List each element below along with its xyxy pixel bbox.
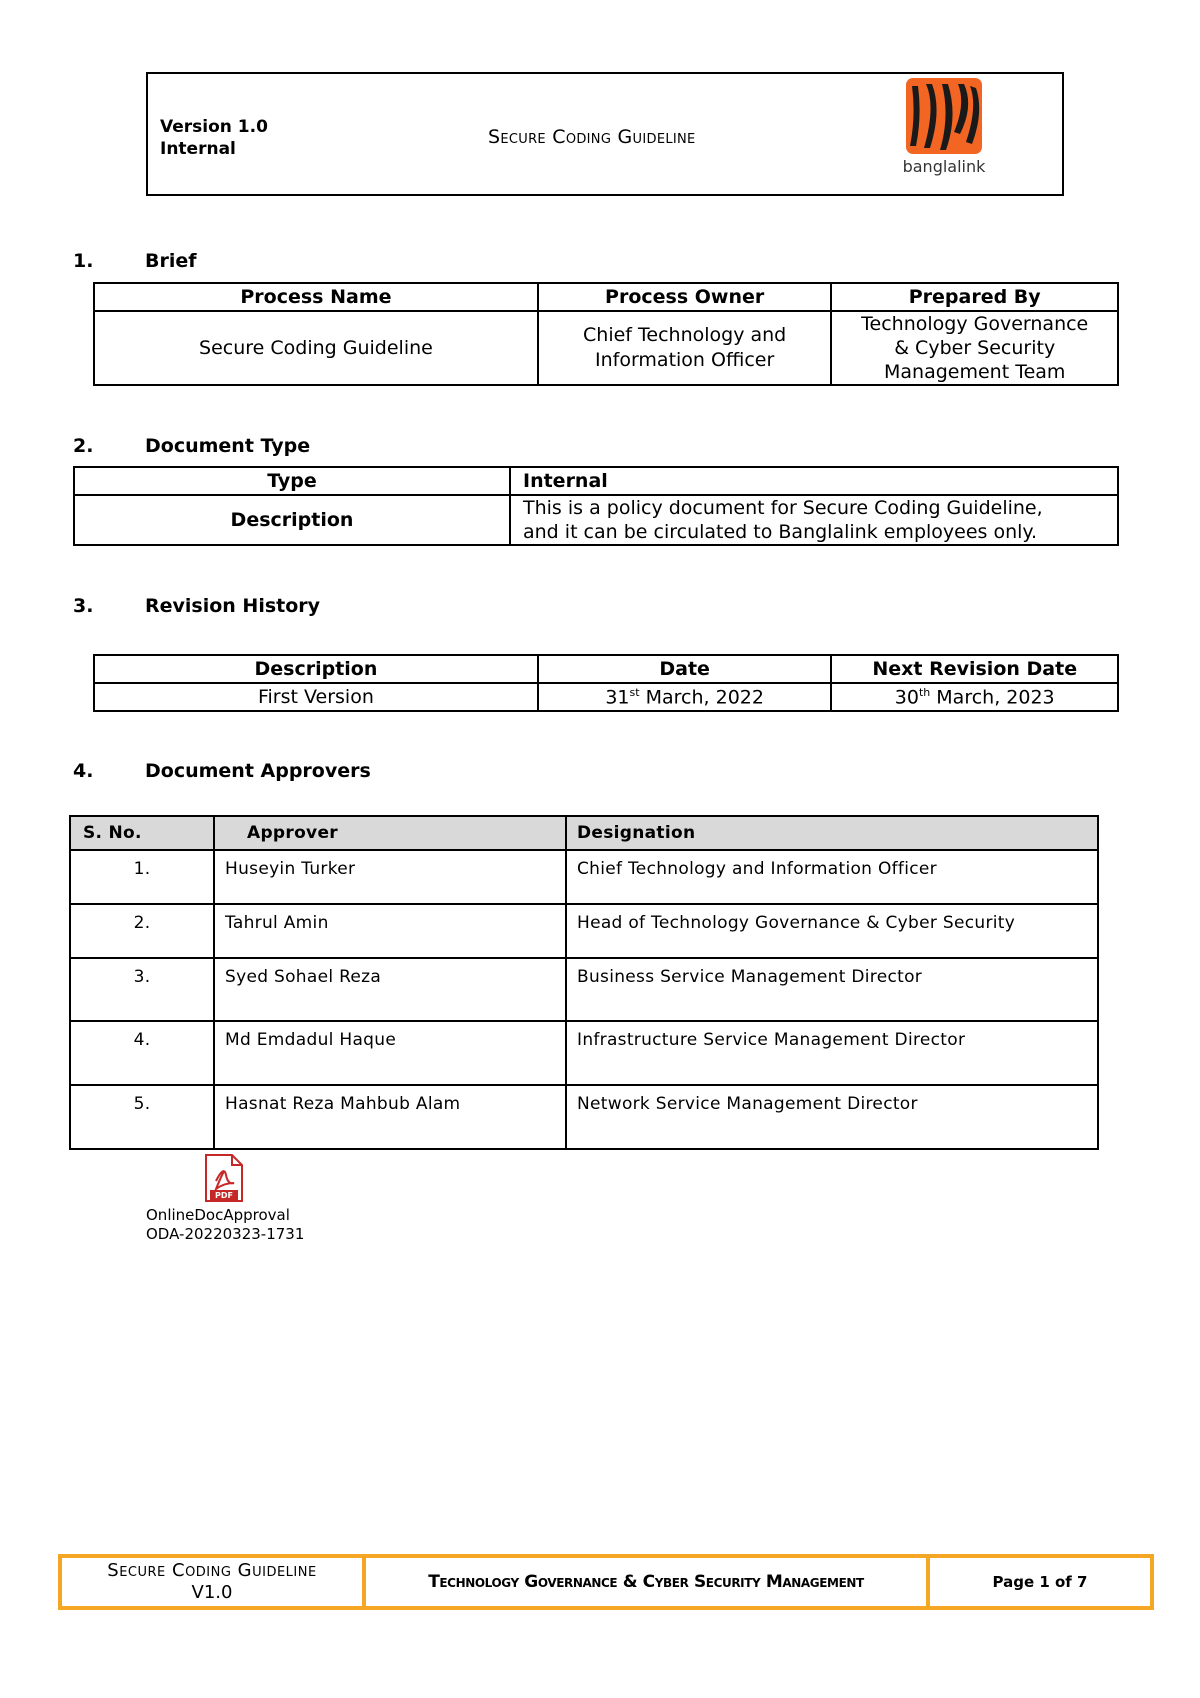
prepared-line: & Cyber Security (894, 337, 1056, 359)
document-type-table (73, 466, 1119, 546)
brief-col-process-name: Process Name (94, 283, 538, 311)
tiger-stripes-logo-icon (896, 76, 992, 180)
row-approver: Syed Sohael Reza (214, 958, 566, 1021)
type-value: Internal (510, 467, 1118, 495)
col-approver: Approver (214, 816, 566, 850)
pdf-icon (202, 1153, 246, 1203)
section-number: 3. (73, 595, 94, 617)
footer-title: Secure Coding Guideline (107, 1560, 317, 1581)
document-footer (58, 1554, 1154, 1610)
rev-col-next-date: Next Revision Date (831, 655, 1118, 683)
table-row (70, 1021, 1098, 1085)
row-sno: 1. (70, 850, 214, 904)
section-number: 1. (73, 250, 94, 272)
row-sno: 5. (70, 1085, 214, 1149)
description-line: This is a policy document for Secure Coding Guideline, (523, 497, 1043, 519)
prepared-line: Technology Governance (861, 313, 1089, 335)
section-number: 4. (73, 760, 94, 782)
brief-prepared-by (831, 311, 1118, 385)
rev-next-date: 30th March, 2023 (831, 683, 1118, 711)
description-line: and it can be circulated to Banglalink employees only. (523, 521, 1037, 543)
banglalink-logo (896, 76, 992, 180)
type-label: Type (74, 467, 510, 495)
section-title: Brief (145, 250, 197, 272)
document-header (146, 72, 1064, 196)
row-sno: 2. (70, 904, 214, 958)
section-number: 2. (73, 435, 94, 457)
version-block (160, 116, 268, 160)
row-designation: Network Service Management Director (566, 1085, 1098, 1149)
rev-col-description: Description (94, 655, 538, 683)
row-approver: Md Emdadul Haque (214, 1021, 566, 1085)
description-value (510, 495, 1118, 545)
footer-version: V1.0 (191, 1582, 233, 1603)
rev-col-date: Date (538, 655, 832, 683)
classification-label: Internal (160, 139, 236, 159)
footer-page-number: Page 1 of 7 (992, 1573, 1088, 1591)
brief-col-prepared-by: Prepared By (831, 283, 1118, 311)
version-label: Version 1.0 (160, 117, 268, 137)
table-row (70, 904, 1098, 958)
approvers-table (69, 815, 1099, 1150)
document-title: Secure Coding Guideline (488, 126, 696, 148)
description-label: Description (74, 495, 510, 545)
table-row (70, 958, 1098, 1021)
revision-history-table (93, 654, 1119, 712)
col-designation: Designation (566, 816, 1098, 850)
rev-description: First Version (94, 683, 538, 711)
table-row (70, 1085, 1098, 1149)
row-approver: Huseyin Turker (214, 850, 566, 904)
attachment-line: OnlineDocApproval (146, 1206, 290, 1224)
owner-line: Chief Technology and (583, 324, 787, 346)
section-title: Revision History (145, 595, 321, 617)
row-designation: Infrastructure Service Management Director (566, 1021, 1098, 1085)
brief-process-name: Secure Coding Guideline (94, 311, 538, 385)
row-sno: 4. (70, 1021, 214, 1085)
row-approver: Tahrul Amin (214, 904, 566, 958)
brief-col-process-owner: Process Owner (538, 283, 832, 311)
section-approvers-heading (73, 760, 473, 786)
brief-process-owner (538, 311, 832, 385)
row-designation: Head of Technology Governance & Cyber Security (566, 904, 1098, 958)
row-approver: Hasnat Reza Mahbub Alam (214, 1085, 566, 1149)
attachment-line: ODA-20220323-1731 (146, 1225, 305, 1243)
section-title: Document Approvers (145, 760, 371, 782)
row-sno: 3. (70, 958, 214, 1021)
row-designation: Business Service Management Director (566, 958, 1098, 1021)
table-row (70, 850, 1098, 904)
row-designation: Chief Technology and Information Officer (566, 850, 1098, 904)
footer-department: Technology Governance & Cyber Security Management (428, 1572, 864, 1592)
section-doctype-heading (73, 435, 473, 461)
col-sno: S. No. (70, 816, 214, 850)
section-title: Document Type (145, 435, 311, 457)
section-revision-heading (73, 595, 473, 621)
section-brief-heading (73, 250, 473, 276)
prepared-line: Management Team (884, 361, 1066, 383)
pdf-attachment-icon[interactable] (202, 1153, 246, 1203)
rev-date: 31st March, 2022 (538, 683, 832, 711)
attachment-caption[interactable] (146, 1206, 304, 1244)
owner-line: Information Officer (594, 349, 775, 371)
brief-table (93, 282, 1119, 386)
logo-wordmark: banglalink (902, 157, 986, 176)
footer-title-block (62, 1558, 362, 1608)
pdf-icon-label: PDF (215, 1191, 233, 1200)
